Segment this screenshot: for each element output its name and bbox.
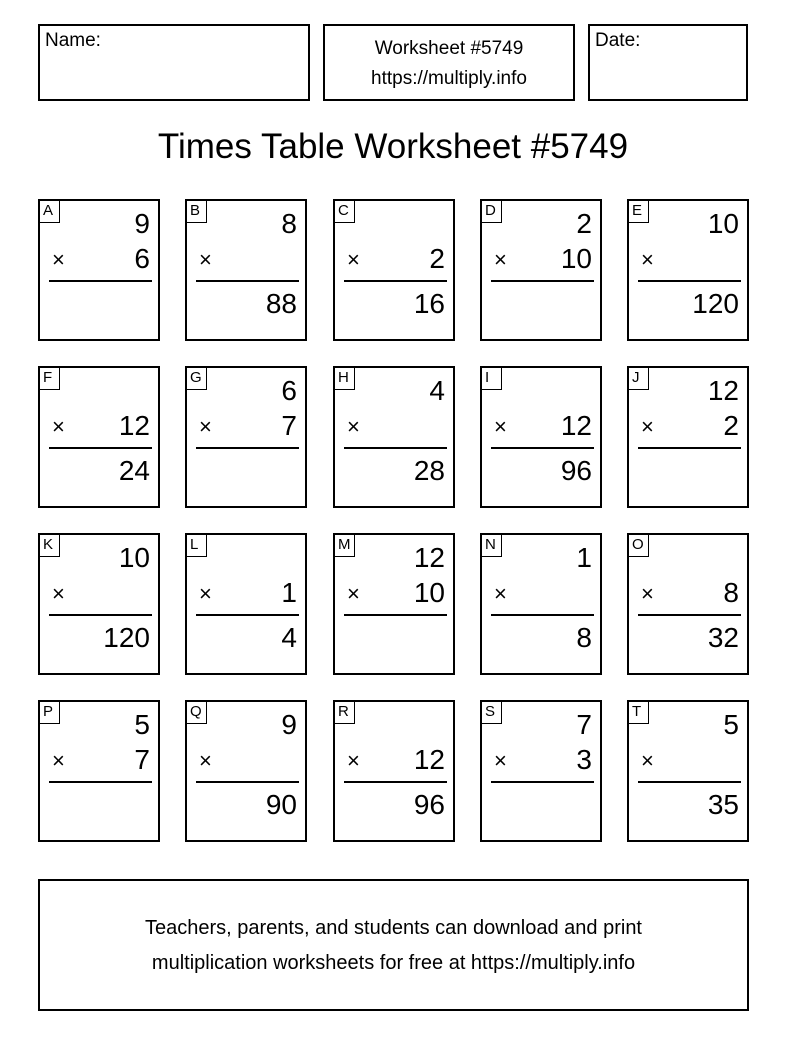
- footer-box: [38, 879, 749, 1011]
- problem-letter: L: [187, 535, 207, 557]
- times-sign: ×: [641, 414, 654, 439]
- problem-r[interactable]: [333, 700, 455, 842]
- answer-line: [638, 781, 741, 783]
- problem-k[interactable]: [38, 533, 160, 675]
- problem-letter: N: [482, 535, 502, 557]
- answer-line: [196, 781, 299, 783]
- problem-m[interactable]: [333, 533, 455, 675]
- times-sign: ×: [52, 581, 65, 606]
- answer-line: [49, 614, 152, 616]
- multiplicand: 10: [118, 542, 150, 573]
- product: 4: [281, 622, 297, 653]
- times-sign: ×: [641, 748, 654, 773]
- answer-line: [344, 781, 447, 783]
- answer-line: [638, 280, 741, 282]
- product: 96: [560, 455, 592, 486]
- problem-letter: B: [187, 201, 207, 223]
- product: 28: [413, 455, 445, 486]
- times-sign: ×: [52, 414, 65, 439]
- answer-line: [344, 280, 447, 282]
- multiplier: 2: [429, 243, 445, 274]
- footer-line-1: Teachers, parents, and students can download and print: [145, 917, 642, 939]
- problem-d[interactable]: [480, 199, 602, 341]
- problem-o[interactable]: [627, 533, 749, 675]
- answer-line: [638, 614, 741, 616]
- problem-letter: P: [40, 702, 60, 724]
- worksheet-info-box: [323, 24, 575, 101]
- problem-j[interactable]: [627, 366, 749, 508]
- times-sign: ×: [52, 748, 65, 773]
- times-sign: ×: [199, 748, 212, 773]
- answer-line: [196, 447, 299, 449]
- multiplicand: 5: [134, 709, 150, 740]
- answer-line: [638, 447, 741, 449]
- multiplier: 7: [281, 410, 297, 441]
- product: 16: [413, 288, 445, 319]
- times-sign: ×: [347, 247, 360, 272]
- multiplicand: 9: [134, 208, 150, 239]
- times-sign: ×: [494, 247, 507, 272]
- worksheet-number: Worksheet #5749: [374, 38, 524, 59]
- multiplier: 2: [723, 410, 739, 441]
- problem-letter: F: [40, 368, 60, 390]
- times-sign: ×: [52, 247, 65, 272]
- product: 32: [707, 622, 739, 653]
- multiplicand: 7: [576, 709, 592, 740]
- problem-p[interactable]: [38, 700, 160, 842]
- product: 96: [413, 789, 445, 820]
- answer-line: [49, 447, 152, 449]
- multiplicand: 9: [281, 709, 297, 740]
- answer-line: [491, 447, 594, 449]
- multiplier: 12: [560, 410, 592, 441]
- page-title: Times Table Worksheet #5749: [157, 127, 629, 166]
- multiplicand: 10: [707, 208, 739, 239]
- problem-b[interactable]: [185, 199, 307, 341]
- multiplicand: 12: [707, 375, 739, 406]
- problem-h[interactable]: [333, 366, 455, 508]
- problem-a[interactable]: [38, 199, 160, 341]
- multiplier: 10: [560, 243, 592, 274]
- times-sign: ×: [494, 748, 507, 773]
- answer-line: [49, 280, 152, 282]
- product: 24: [118, 455, 150, 486]
- footer-line-2: multiplication worksheets for free at https://multiply.info: [151, 952, 636, 974]
- answer-line: [196, 280, 299, 282]
- name-box[interactable]: [38, 24, 310, 101]
- multiplier: 1: [281, 577, 297, 608]
- problem-letter: J: [629, 368, 649, 390]
- problem-q[interactable]: [185, 700, 307, 842]
- multiplier: 12: [118, 410, 150, 441]
- answer-line: [344, 447, 447, 449]
- times-sign: ×: [494, 414, 507, 439]
- multiplicand: 6: [281, 375, 297, 406]
- problem-letter: C: [335, 201, 355, 223]
- times-sign: ×: [199, 581, 212, 606]
- answer-line: [344, 614, 447, 616]
- problem-t[interactable]: [627, 700, 749, 842]
- times-sign: ×: [347, 748, 360, 773]
- times-sign: ×: [347, 581, 360, 606]
- answer-line: [49, 781, 152, 783]
- multiplicand: 4: [429, 375, 445, 406]
- multiplicand: 5: [723, 709, 739, 740]
- times-sign: ×: [199, 414, 212, 439]
- multiplier: 6: [134, 243, 150, 274]
- answer-line: [196, 614, 299, 616]
- problem-l[interactable]: [185, 533, 307, 675]
- multiplicand: 8: [281, 208, 297, 239]
- product: 35: [707, 789, 739, 820]
- problem-i[interactable]: [480, 366, 602, 508]
- problem-letter: A: [40, 201, 60, 223]
- problem-letter: I: [482, 368, 502, 390]
- multiplier: 12: [413, 744, 445, 775]
- name-label: Name:: [45, 30, 101, 51]
- problem-letter: G: [187, 368, 207, 390]
- answer-line: [491, 280, 594, 282]
- problem-letter: O: [629, 535, 649, 557]
- problem-n[interactable]: [480, 533, 602, 675]
- times-sign: ×: [199, 247, 212, 272]
- date-box[interactable]: [588, 24, 748, 101]
- product: 120: [692, 288, 739, 319]
- problem-letter: S: [482, 702, 502, 724]
- problem-c[interactable]: [333, 199, 455, 341]
- date-label: Date:: [595, 30, 641, 51]
- multiplier: 7: [134, 744, 150, 775]
- product: 120: [103, 622, 150, 653]
- product: 8: [576, 622, 592, 653]
- problem-letter: K: [40, 535, 60, 557]
- product: 88: [265, 288, 297, 319]
- problem-s[interactable]: [480, 700, 602, 842]
- times-sign: ×: [494, 581, 507, 606]
- problem-f[interactable]: [38, 366, 160, 508]
- problem-letter: H: [335, 368, 355, 390]
- times-sign: ×: [641, 581, 654, 606]
- multiplier: 10: [413, 577, 445, 608]
- problem-e[interactable]: [627, 199, 749, 341]
- answer-line: [491, 614, 594, 616]
- product: 90: [265, 789, 297, 820]
- problem-letter: Q: [187, 702, 207, 724]
- multiplier: 3: [576, 744, 592, 775]
- problem-letter: E: [629, 201, 649, 223]
- problem-letter: M: [335, 535, 355, 557]
- problem-g[interactable]: [185, 366, 307, 508]
- worksheet-url: https://multiply.info: [371, 68, 527, 89]
- multiplier: 8: [723, 577, 739, 608]
- problem-letter: R: [335, 702, 355, 724]
- multiplicand: 2: [576, 208, 592, 239]
- times-sign: ×: [347, 414, 360, 439]
- times-sign: ×: [641, 247, 654, 272]
- problem-letter: T: [629, 702, 649, 724]
- answer-line: [491, 781, 594, 783]
- multiplicand: 12: [413, 542, 445, 573]
- problem-letter: D: [482, 201, 502, 223]
- multiplicand: 1: [576, 542, 592, 573]
